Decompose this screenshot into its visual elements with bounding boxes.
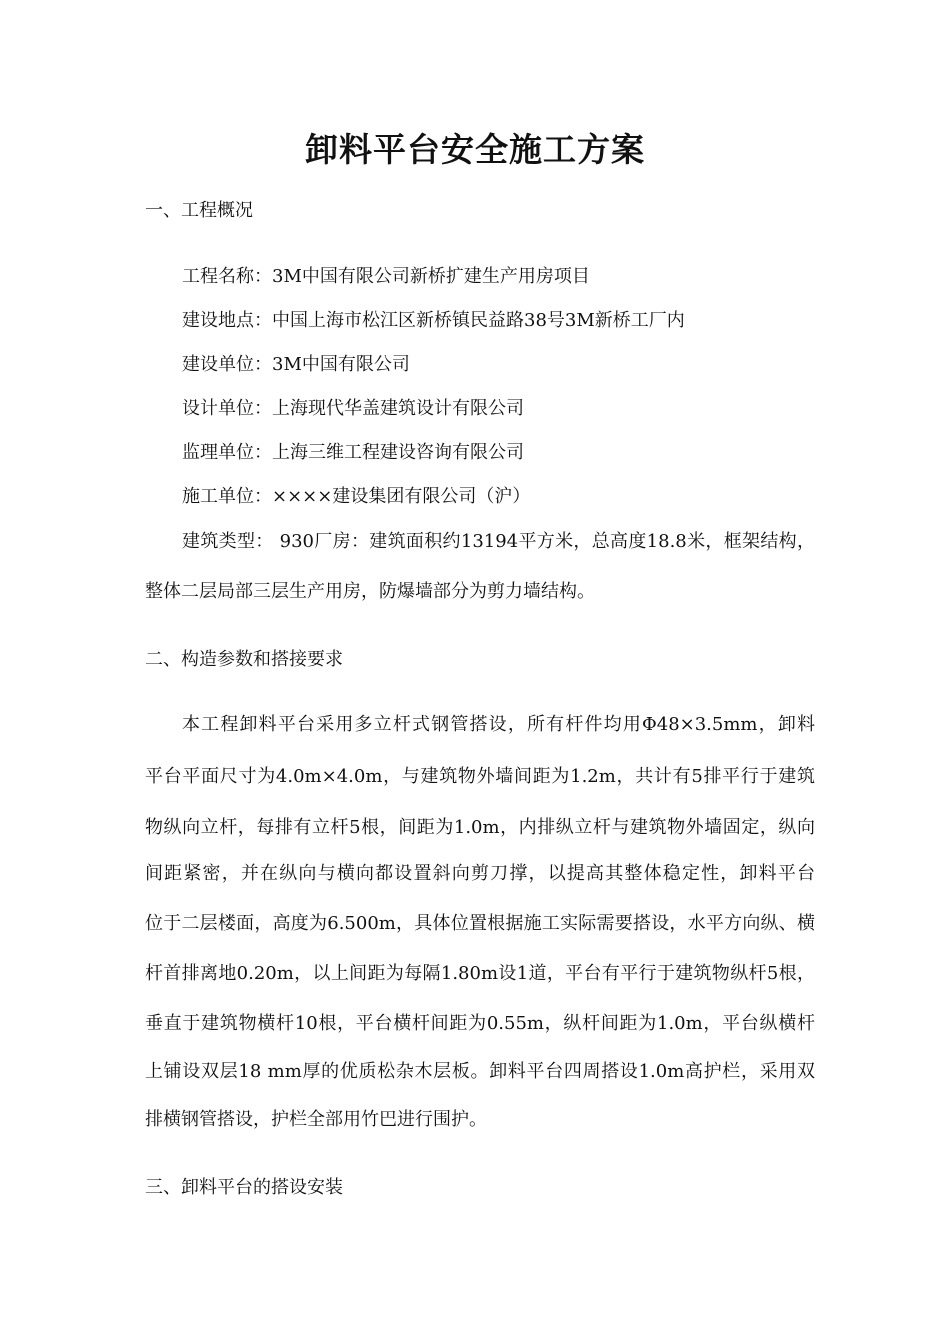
paragraph-line: 排横钢管搭设，护栏全部用竹巴进行围护。: [145, 1109, 487, 1130]
paragraph-line: 本工程卸料平台采用多立杆式钢管搭设，所有杆件均用Φ48×3.5mm，卸料: [182, 714, 815, 735]
building-type-line: 建筑类型： 930厂房：建筑面积约13194平方米，总高度18.8米，框架结构，: [182, 531, 815, 552]
document-title: 卸料平台安全施工方案: [305, 130, 645, 169]
section-heading-installation: 三、卸料平台的搭设安装: [145, 1177, 343, 1198]
section-heading-overview: 一、工程概况: [145, 200, 253, 221]
field-owner: 建设单位：3M中国有限公司: [182, 354, 410, 375]
paragraph-line: 间距紧密，并在纵向与横向都设置斜向剪刀撑，以提高其整体稳定性，卸料平台: [145, 863, 815, 884]
field-project-name: 工程名称：3M中国有限公司新桥扩建生产用房项目: [182, 266, 590, 287]
paragraph-line: 上铺设双层18 mm厚的优质松杂木层板。卸料平台四周搭设1.0m高护栏，采用双: [145, 1061, 815, 1082]
field-designer: 设计单位：上海现代华盖建筑设计有限公司: [182, 398, 524, 419]
paragraph-line: 平台平面尺寸为4.0m×4.0m，与建筑物外墙间距为1.2m，共计有5排平行于建筑: [145, 766, 815, 787]
paragraph-line: 物纵向立杆，每排有立杆5根，间距为1.0m，内排纵立杆与建筑物外墙固定，纵向: [145, 817, 815, 838]
paragraph-line: 位于二层楼面，高度为6.500m，具体位置根据施工实际需要搭设，水平方向纵、横: [145, 913, 815, 934]
field-contractor: 施工单位：××××建设集团有限公司（沪）: [182, 486, 531, 507]
section-heading-parameters: 二、构造参数和搭接要求: [145, 649, 343, 670]
building-type-line: 整体二层局部三层生产用房，防爆墙部分为剪力墙结构。: [145, 581, 595, 602]
field-location: 建设地点：中国上海市松江区新桥镇民益路38号3M新桥工厂内: [182, 310, 685, 331]
field-supervisor: 监理单位：上海三维工程建设咨询有限公司: [182, 442, 524, 463]
paragraph-line: 垂直于建筑物横杆10根，平台横杆间距为0.55m，纵杆间距为1.0m，平台纵横杆: [145, 1013, 815, 1034]
paragraph-line: 杆首排离地0.20m，以上间距为每隔1.80m设1道，平台有平行于建筑物纵杆5根，: [145, 963, 815, 984]
